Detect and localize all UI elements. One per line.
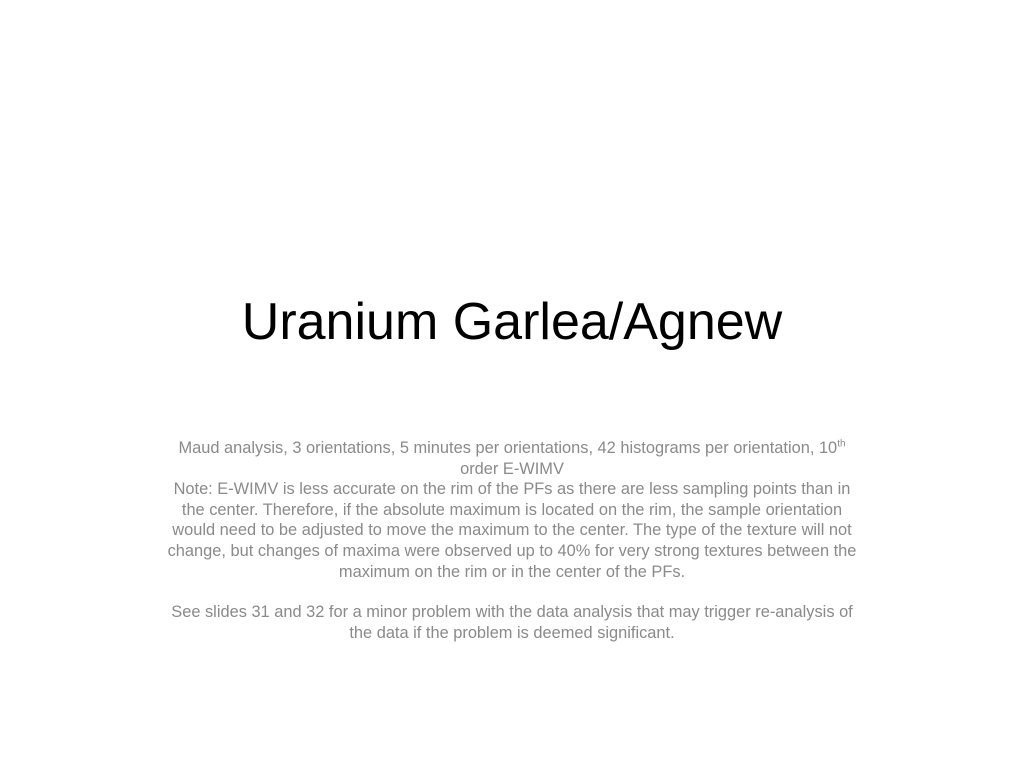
analysis-summary-tail: order E-WIMV: [460, 459, 564, 478]
ordinal-suffix: th: [837, 438, 846, 450]
analysis-summary: [160, 438, 864, 479]
e-wimv-note: Note: E-WIMV is less accurate on the rim of the PFs as there are less sampling points than in the center. Therefore, if the absolute maximum is located on the rim, the sample orientation would need to be adjusted to move the maximum to the center. The type of the texture will not change, but changes of maxima were observed up to 40% for very strong textures between the maximum on the rim or in the center of the PFs.: [167, 480, 857, 581]
slide-title: Uranium Garlea/Agnew: [241, 293, 783, 351]
see-slides-note: See slides 31 and 32 for a minor problem with the data analysis that may trigger re-analysis of the data if the problem is deemed significant.: [171, 603, 853, 642]
slide-body: [160, 438, 864, 643]
analysis-summary-text: Maud analysis, 3 orientations, 5 minutes per orientations, 42 histograms per orientation, 10: [178, 439, 838, 457]
